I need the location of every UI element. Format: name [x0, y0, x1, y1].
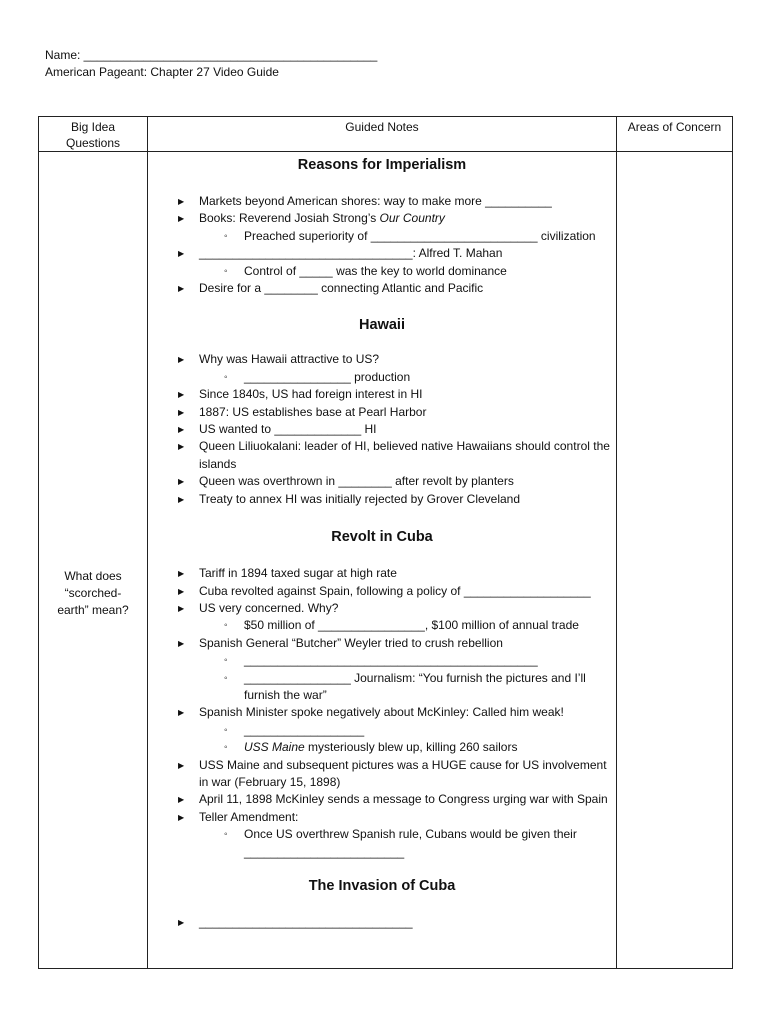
section-title-invasion: The Invasion of Cuba	[308, 878, 456, 894]
sub-list-item: ◦ Preached superiority of _________________________ civilization	[148, 228, 616, 245]
list-item: ▶ ________________________________: Alfred T. Mahan ◦ Control of _____ was the key to world dominance	[148, 245, 616, 280]
list-item: ▶ Markets beyond American shores: way to make more __________	[148, 193, 616, 210]
sub-list-item: ◦ USS Maine mysteriously blew up, killing 260 sailors	[148, 739, 616, 756]
document-subtitle: American Pageant: Chapter 27 Video Guide	[45, 65, 279, 79]
section-title-cuba: Revolt in Cuba	[331, 529, 433, 546]
sub-list-item: ◦ ____________________________________________	[148, 652, 616, 669]
table-header-row	[39, 117, 733, 152]
sub-list-item: ◦ __________________	[148, 722, 616, 739]
big-idea-cell	[39, 152, 148, 969]
list-item: ▶ Why was Hawaii attractive to US? ◦ ________________ production	[148, 351, 616, 386]
list-item: ▶ Teller Amendment: ◦ Once US overthrew Spanish rule, Cubans would be given their ________________________	[148, 809, 616, 861]
big-idea-question: What does “scorched- earth” mean?	[57, 569, 129, 617]
big-idea-header: Big Idea Questions	[39, 117, 148, 152]
name-line: Name: ____________________________________________	[45, 48, 378, 62]
list-item: ▶ Queen Liliuokalani: leader of HI, believed native Hawaiians should control the islands	[148, 438, 616, 473]
imperialism-notes	[148, 193, 616, 297]
list-item: ▶ Desire for a ________ connecting Atlantic and Pacific	[148, 280, 616, 297]
sub-list-item: ◦ Once US overthrew Spanish rule, Cubans would be given their ________________________	[148, 826, 616, 861]
areas-of-concern-header: Areas of Concern	[617, 117, 733, 152]
sub-list-item: ◦ Control of _____ was the key to world dominance	[148, 263, 616, 280]
guided-notes-header: Guided Notes	[148, 117, 617, 152]
hawaii-notes	[148, 351, 616, 508]
video-guide-table	[38, 116, 733, 969]
table-body-row	[39, 152, 733, 969]
page-header	[45, 47, 377, 81]
section-title-hawaii: Hawaii	[359, 317, 405, 334]
sub-list-item: ◦ ________________ production	[148, 369, 616, 386]
list-item: ▶ USS Maine and subsequent pictures was a HUGE cause for US involvement in war (February 15, 1898)	[148, 757, 616, 792]
sub-list-item: ◦ ________________ Journalism: “You furnish the pictures and I’ll furnish the war”	[148, 670, 616, 705]
list-item: ▶ US wanted to _____________ HI	[148, 421, 616, 438]
areas-of-concern-cell	[617, 152, 733, 969]
list-item: ▶ Treaty to annex HI was initially rejected by Grover Cleveland	[148, 491, 616, 508]
guided-notes-cell	[148, 152, 617, 969]
list-item: ▶ Cuba revolted against Spain, following a policy of ___________________	[148, 583, 616, 600]
list-item: ▶ Since 1840s, US had foreign interest in HI	[148, 386, 616, 403]
section-title-imperialism: Reasons for Imperialism	[297, 157, 467, 173]
list-item: ▶ Tariff in 1894 taxed sugar at high rate	[148, 565, 616, 582]
list-item: ▶ Books: Reverend Josiah Strong’s Our Country ◦ Preached superiority of _________________________ civilization	[148, 210, 616, 245]
list-item: ▶ Spanish Minister spoke negatively about McKinley: Called him weak! ◦ __________________ ◦ USS Maine mysteriously blew up, killing 260 sailors	[148, 704, 616, 756]
cuba-notes	[148, 565, 616, 861]
invasion-notes	[148, 914, 616, 931]
list-item: ▶ Queen was overthrown in ________ after revolt by planters	[148, 473, 616, 490]
list-item: ▶ 1887: US establishes base at Pearl Harbor	[148, 404, 616, 421]
list-item: ▶ April 11, 1898 McKinley sends a message to Congress urging war with Spain	[148, 791, 616, 808]
list-item: ▶ ________________________________	[148, 914, 616, 931]
sub-list-item: ◦ $50 million of ________________, $100 million of annual trade	[148, 617, 616, 634]
list-item: ▶ Spanish General “Butcher” Weyler tried to crush rebellion ◦ ____________________________________________ ◦ ________________ Journalism: “You furnish the pictures and I’ll furnish the war”	[148, 635, 616, 705]
list-item: ▶ US very concerned. Why? ◦ $50 million of ________________, $100 million of annual trade	[148, 600, 616, 635]
